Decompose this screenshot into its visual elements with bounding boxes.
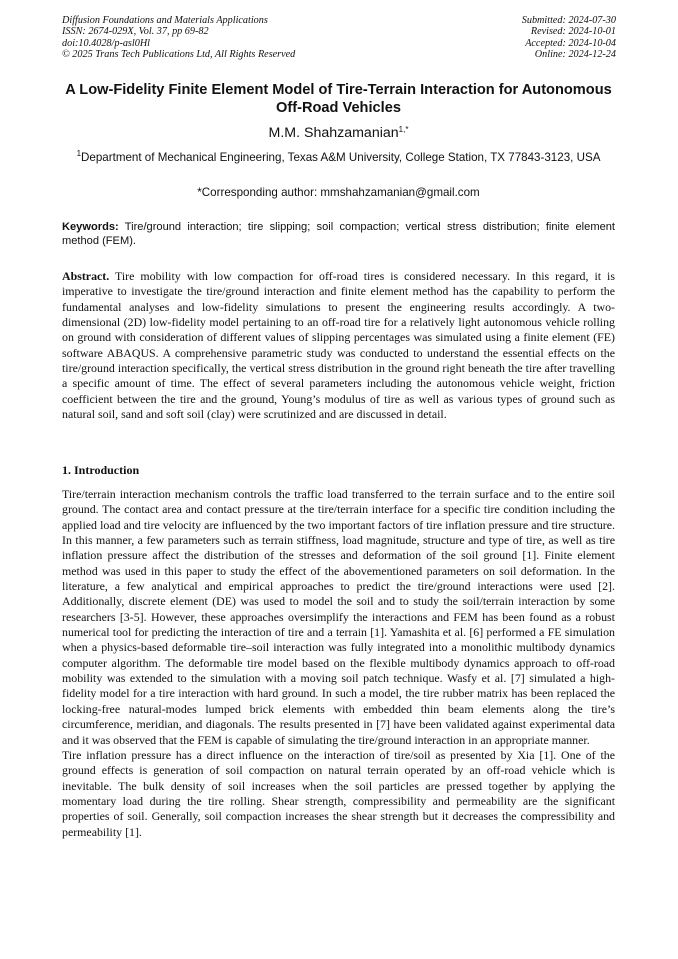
affiliation-text: Department of Mechanical Engineering, Texas A&M University, College Station, TX 77843-3123, USA	[81, 151, 601, 164]
journal-doi: doi:10.4028/p-asl0Hl	[62, 37, 151, 49]
affiliation-superscript: 1	[76, 149, 82, 158]
revised-date: Revised: 2024-10-01	[530, 26, 616, 38]
author-name: M.M. Shahzamanian	[268, 125, 399, 141]
author-superscript: 1,*	[398, 125, 409, 134]
affiliation	[62, 151, 615, 166]
keywords	[62, 221, 615, 248]
journal-header-left	[62, 15, 295, 60]
accepted-date: Accepted: 2024-10-04	[525, 37, 616, 49]
abstract	[62, 269, 615, 422]
introduction-body	[62, 487, 615, 840]
corresponding-author: *Corresponding author: mmshahzamanian@gmail.com	[197, 186, 480, 199]
section-heading-introduction: 1. Introduction	[62, 463, 140, 477]
keywords-text: Tire/ground interaction; tire slipping; soil compaction; vertical stress distribution; finite element method (FEM).	[62, 221, 615, 247]
keywords-label: Keywords:	[62, 221, 119, 233]
journal-copyright: © 2025 Trans Tech Publications Ltd, All Rights Reserved	[62, 48, 296, 60]
submitted-date: Submitted: 2024-07-30	[521, 15, 616, 26]
abstract-text: Tire mobility with low compaction for off-road tires is considered necessary. In this regard, it is imperative to investigate the tire/ground interaction and finite element method has the capability to perform the fundamental analyses and low-fidelity simulations to present the engineering results accordingly. A two-dimensional (2D) low-fidelity model pertaining to an off-road tire for a relatively light autonomous vehicle rolling on ground with consideration of different values of slipping percentages was simulated using a finite element (FE) software ABAQUS. A comprehensive parametric study was conducted to understand the essential effects on the tire/ground interaction specifically, the vertical stress distribution in the ground right beneath the tire after travelling a specific amount of time. The effect of several parameters including the autonomous vehicle weight, friction coefficient between the tire and the ground, Young’s modulus of tire as well as various types of ground such as natural soil, sand and soft soil (clay) were scrutinized and are discussed in detail.	[62, 269, 615, 422]
journal-issn: ISSN: 2674-029X, Vol. 37, pp 69-82	[62, 26, 209, 38]
author-line	[62, 125, 615, 142]
online-date: Online: 2024-12-24	[534, 48, 616, 60]
intro-paragraph-1: Tire/terrain interaction mechanism controls the traffic load transferred to the terrain surface and to the entire soil ground. The contact area and contact pressure at the tire/terrain interface for a specific tire condition including the applied load and tire velocity are influenced by the two important factors of tire inflation pressure and tire structure. In this manner, a few parameters such as terrain stiffness, load magnitude, structure and type of tire, as well as tire inflation pressure affect the distribution of the stresses and deformation of the soil ground [1]. Finite element method was used in this paper to study the effect of the abovementioned parameters on soil deformation. In the literature, a few analytical and empirical approaches to predict the tire/ground interactions were used [2]. Additionally, discrete element (DE) was used to model the soil and to study the soil/terrain interaction by some researchers [3-5]. However, these approaches oversimplify the interactions and FEM has been found as a robust numerical tool for predicting the interaction of tire and a terrain [1]. Yamashita et al. [6] performed a FE simulation when a physics-based deformable tire–soil interaction was fully integrated into a monolithic multibody dynamics computer algorithm. The deformable tire model based on the flexible multibody dynamics approach to off-road mobility was extended to the simulation with a moving soil patch technique. Wasfy et al. [7] simulated a high-fidelity model for a tire interaction with hard ground. In such a model, the tire rubber matrix has been replaced the locking-free natural-modes lumped brick elements with embedded thin beam elements along the tire’s circumference, meridian, and diagonals. The results presented in [7] have been validated against experimental data and it was observed that the FEM is capable of simulating the tire/ground interaction in an appropriate manner.	[62, 487, 615, 747]
abstract-label: Abstract.	[62, 269, 110, 283]
journal-name: Diffusion Foundations and Materials Applications	[62, 15, 268, 26]
journal-header-right	[522, 15, 616, 60]
intro-paragraph-2: Tire inflation pressure has a direct influence on the interaction of tire/soil as presented by Xia [1]. One of the ground effects is generation of soil compaction on natural terrain operated by an off-road vehicle which is inevitable. The bulk density of soil increases when the soil particles are pressed together by applying the momentary load during the tire rolling. Shear strength, compressibility and permeability are the significant properties of soil. Generally, soil compaction increases the shear strength but it decreases the compressibility and permeability [1].	[62, 747, 615, 839]
paper-title: A Low-Fidelity Finite Element Model of Tire-Terrain Interaction for Autonomous Off-Road Vehicles	[65, 82, 612, 116]
